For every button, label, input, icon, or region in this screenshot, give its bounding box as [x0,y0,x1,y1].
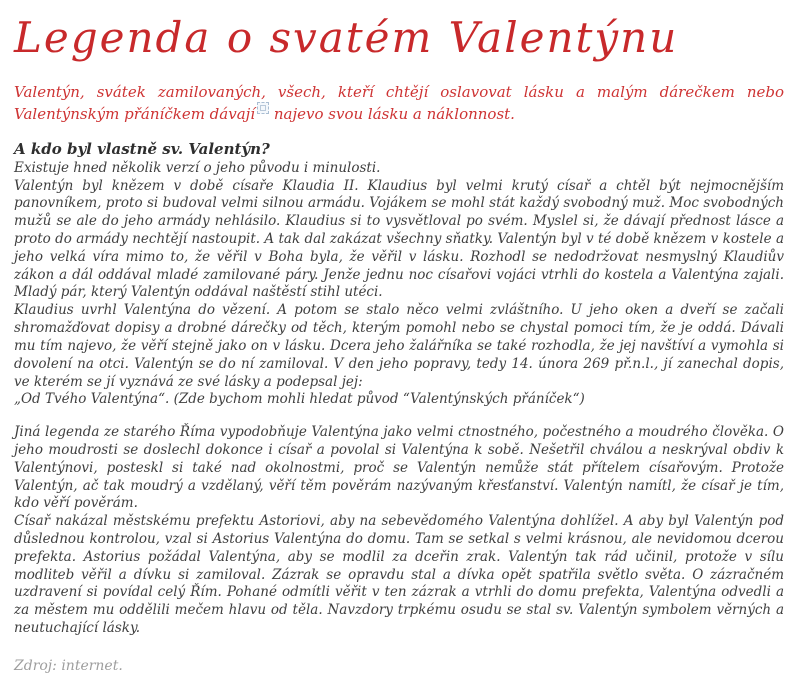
source-note: Zdroj: internet. [14,657,123,674]
intro-paragraph [14,82,784,126]
paragraph-second-legend: Jiná legenda ze starého Říma vypodobňuje Valentýna jako velmi ctnostného, počestného a moudrého člověka. O jeho moudrosti se doslechl dokonce i císař a povolal si Valentýna k sobě. Nešetřil chválou a neskrýval obdiv k Valentýnovi, posteskl si také nad okolnostmi, proč se Valentýn nemůže stát přítelem císařovým. Protože Valentýn, ač tak moudrý a vzdělaný, věří těm pověrám nazývaným křesťanství. Valentýn namítl, že císař je tím, kdo věří pověrám. [14,424,784,512]
paragraph-signature-quote: „Od Tvého Valentýna“. (Zde bychom mohli hledat původ “Valentýnských přáníček“) [14,391,585,408]
paragraph-versions: Existuje hned několik verzí o jeho původu i minulosti. [14,159,381,176]
paragraph-prison: Klaudius uvrhl Valentýna do vězení. A potom se stalo něco velmi zvláštního. U jeho oken a dveří se začali shromažďovat dopisy a drobné dárečky od těch, kterým pomohl nebo se chystal pomoci tím, že je oddá. Dávali mu tím najevo, že věří stejně jako on v lásku. Dcera jeho žalářníka se také rozhodla, že jej navštíví a vymohla si dovolení na otci. Valentýn se do ní zamiloval. V den jeho popravy, tedy 14. února 269 př.n.l., jí zanechal dopis, ve kterém se jí vyznává ze své lásky a podepsal jej: [14,302,784,390]
page-title: Legenda o svatém Valentýnu [14,13,679,62]
paragraph-priest-klaudius: Valentýn byl knězem v době císaře Klaudia II. Klaudius byl velmi krutý císař a chtěl být nejmocnějším panovníkem, proto si budoval velmi silnou armádu. Vojákem se mohl stát každý svobodný muž. Moc svobodných mužů se ale do jeho armády nehlásilo. Klaudius si to vysvětloval po svém. Myslel si, že dávají přednost lásce a proto do armády nechtějí nastoupit. A tak dal zakázat všechny sňatky. Valentýn byl v té době knězem v kostele a jeho velká víra mimo to, že věřil v Boha byla, že věřil v lásku. Rozhodl se nedodržovat nesmyslný Klaudiův zákon a dál oddával mladé zamilované páry. Jenže jednu noc císařovi vojáci vtrhli do kostela a Valentýna zajali. Mladý pár, který Valentýn oddával naštěstí stihl utéci. [14,177,784,301]
missing-image-icon [257,102,269,114]
intro-text-part1: Valentýn, svátek zamilovaných, všech, kteří chtějí oslavovat lásku a malým dárečkem nebo Valentýnským přáníčkem dávají [14,83,784,124]
intro-text-part2: najevo svou lásku a náklonnost. [273,105,515,124]
section-heading: A kdo byl vlastně sv. Valentýn? [14,139,270,158]
paragraph-astorius: Císař nakázal městskému prefektu Astoriovi, aby na sebevědomého Valentýna dohlížel. A aby byl Valentýn pod důslednou kontrolou, vzal si Astorius Valentýna do domu. Tam se setkal s velmi krásnou, ale nevidomou dcerou prefekta. Astorius požádal Valentýna, aby se modlil za dceřin zrak. Valentýn tak rád učinil, protože v sílu modliteb věřil a dívku si zamiloval. Zázrak se opravdu stal a dívka opět spatřila světlo světa. O zázračném uzdravení si povídal celý Řím. Pohané odmítli věřit v ten zázrak a vtrhli do domu prefekta, Valentýna odvedli a za městem mu oddělili mečem hlavu od těla. Navzdory trpkému osudu se stal sv. Valentýn symbolem věrných a neutuchající lásky. [14,513,784,637]
missing-image-inner-glyph [260,105,266,111]
